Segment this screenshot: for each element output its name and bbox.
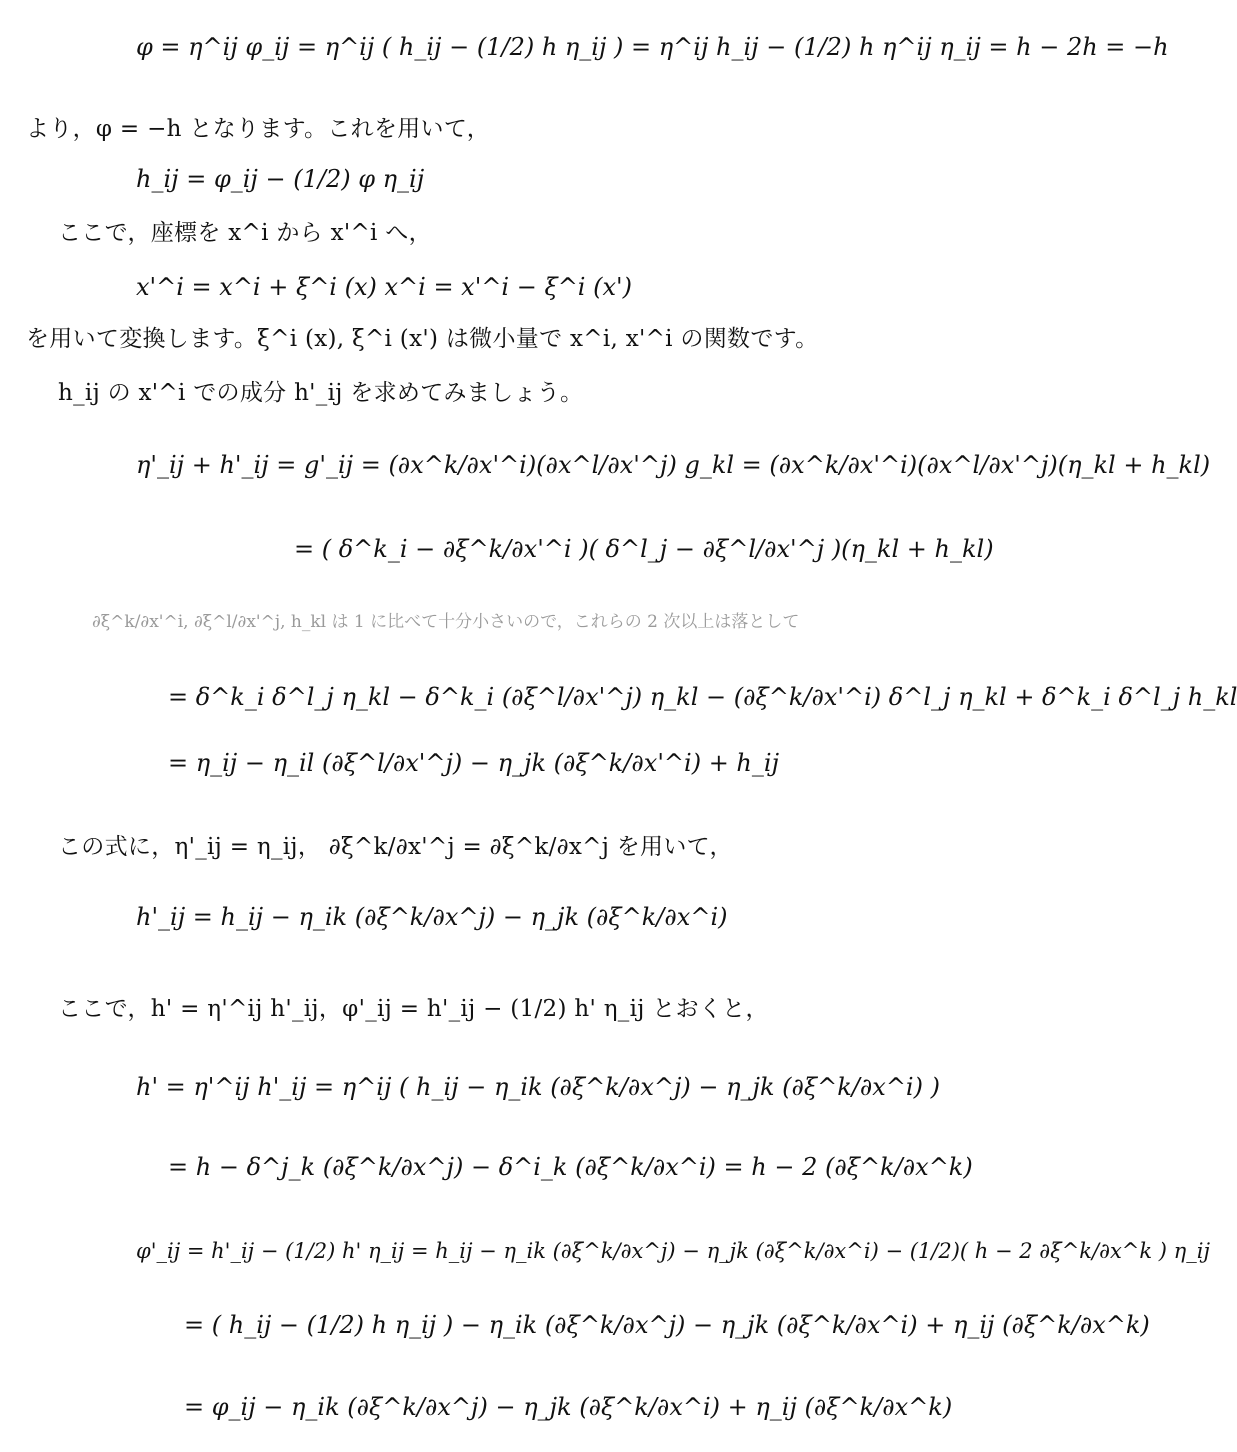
- equation-phi-prime: φ'_ij = h'_ij − (1/2) h' η_ij = h_ij − η_ik (∂ξ^k/∂x^j) − η_jk (∂ξ^k/∂x^i) − (1/2)( h − 2 ∂ξ^k/∂x^k ) η_ij: [136, 1239, 1210, 1263]
- paragraph-transform-note: を用いて変換します。ξ^i (x), ξ^i (x') は微小量で x^i, x'^i の関数です。: [26, 326, 819, 352]
- equation-metric-transform: η'_ij + h'_ij = g'_ij = (∂x^k/∂x'^i)(∂x^l/∂x'^j) g_kl = (∂x^k/∂x'^i)(∂x^l/∂x'^j)(η_kl + h_kl): [136, 451, 1211, 479]
- equation-phi-prime-final: = φ_ij − η_ik (∂ξ^k/∂x^j) − η_jk (∂ξ^k/∂x^i) + η_ij (∂ξ^k/∂x^k): [184, 1393, 953, 1421]
- equation-coordinate-transform: x'^i = x^i + ξ^i (x) x^i = x'^i − ξ^i (x'): [136, 273, 632, 301]
- equation-first-order-simplified: = η_ij − η_il (∂ξ^l/∂x'^j) − η_jk (∂ξ^k/∂x'^i) + h_ij: [168, 749, 780, 777]
- paragraph-coordinate-change: ここで，座標を x^i から x'^i へ，: [58, 220, 432, 246]
- handwritten-note: ∂ξ^k/∂x'^i, ∂ξ^l/∂x'^j, h_kl は 1 に比べて十分小さいので，これらの 2 次以上は落として: [92, 612, 800, 632]
- equation-h-prime: h'_ij = h_ij − η_ik (∂ξ^k/∂x^j) − η_jk (∂ξ^k/∂x^i): [136, 903, 728, 931]
- equation-h-ij: h_ij = φ_ij − (1/2) φ η_ij: [136, 165, 425, 193]
- paragraph-phi-result: より，φ = −h となります。これを用いて，: [26, 116, 490, 142]
- equation-trace-h-prime-result: = h − δ^j_k (∂ξ^k/∂x^j) − δ^i_k (∂ξ^k/∂x^i) = h − 2 (∂ξ^k/∂x^k): [168, 1153, 973, 1181]
- equation-first-order: = δ^k_i δ^l_j η_kl − δ^k_i (∂ξ^l/∂x'^j) η_kl − (∂ξ^k/∂x'^i) δ^l_j η_kl + δ^k_i δ^l_j h_kl: [168, 683, 1237, 711]
- paragraph-define-phi-prime: ここで，h' = η'^ij h'_ij，φ'_ij = h'_ij − (1/2) h' η_ij とおくと，: [58, 996, 769, 1022]
- equation-phi-trace: φ = η^ij φ_ij = η^ij ( h_ij − (1/2) h η_ij ) = η^ij h_ij − (1/2) h η^ij η_ij = h − 2h = −h: [136, 33, 1169, 61]
- equation-phi-prime-grouped: = ( h_ij − (1/2) h η_ij ) − η_ik (∂ξ^k/∂x^j) − η_jk (∂ξ^k/∂x^i) + η_ij (∂ξ^k/∂x^k): [184, 1311, 1150, 1339]
- equation-trace-h-prime: h' = η'^ij h'_ij = η^ij ( h_ij − η_ik (∂ξ^k/∂x^j) − η_jk (∂ξ^k/∂x^i) ): [136, 1073, 940, 1101]
- paragraph-substitution: この式に，η'_ij = η_ij， ∂ξ^k/∂x'^j = ∂ξ^k/∂x^j を用いて，: [58, 834, 733, 860]
- equation-metric-expand: = ( δ^k_i − ∂ξ^k/∂x'^i )( δ^l_j − ∂ξ^l/∂x'^j )(η_kl + h_kl): [294, 535, 994, 563]
- paragraph-find-component: h_ij の x'^i での成分 h'_ij を求めてみましょう。: [58, 380, 584, 406]
